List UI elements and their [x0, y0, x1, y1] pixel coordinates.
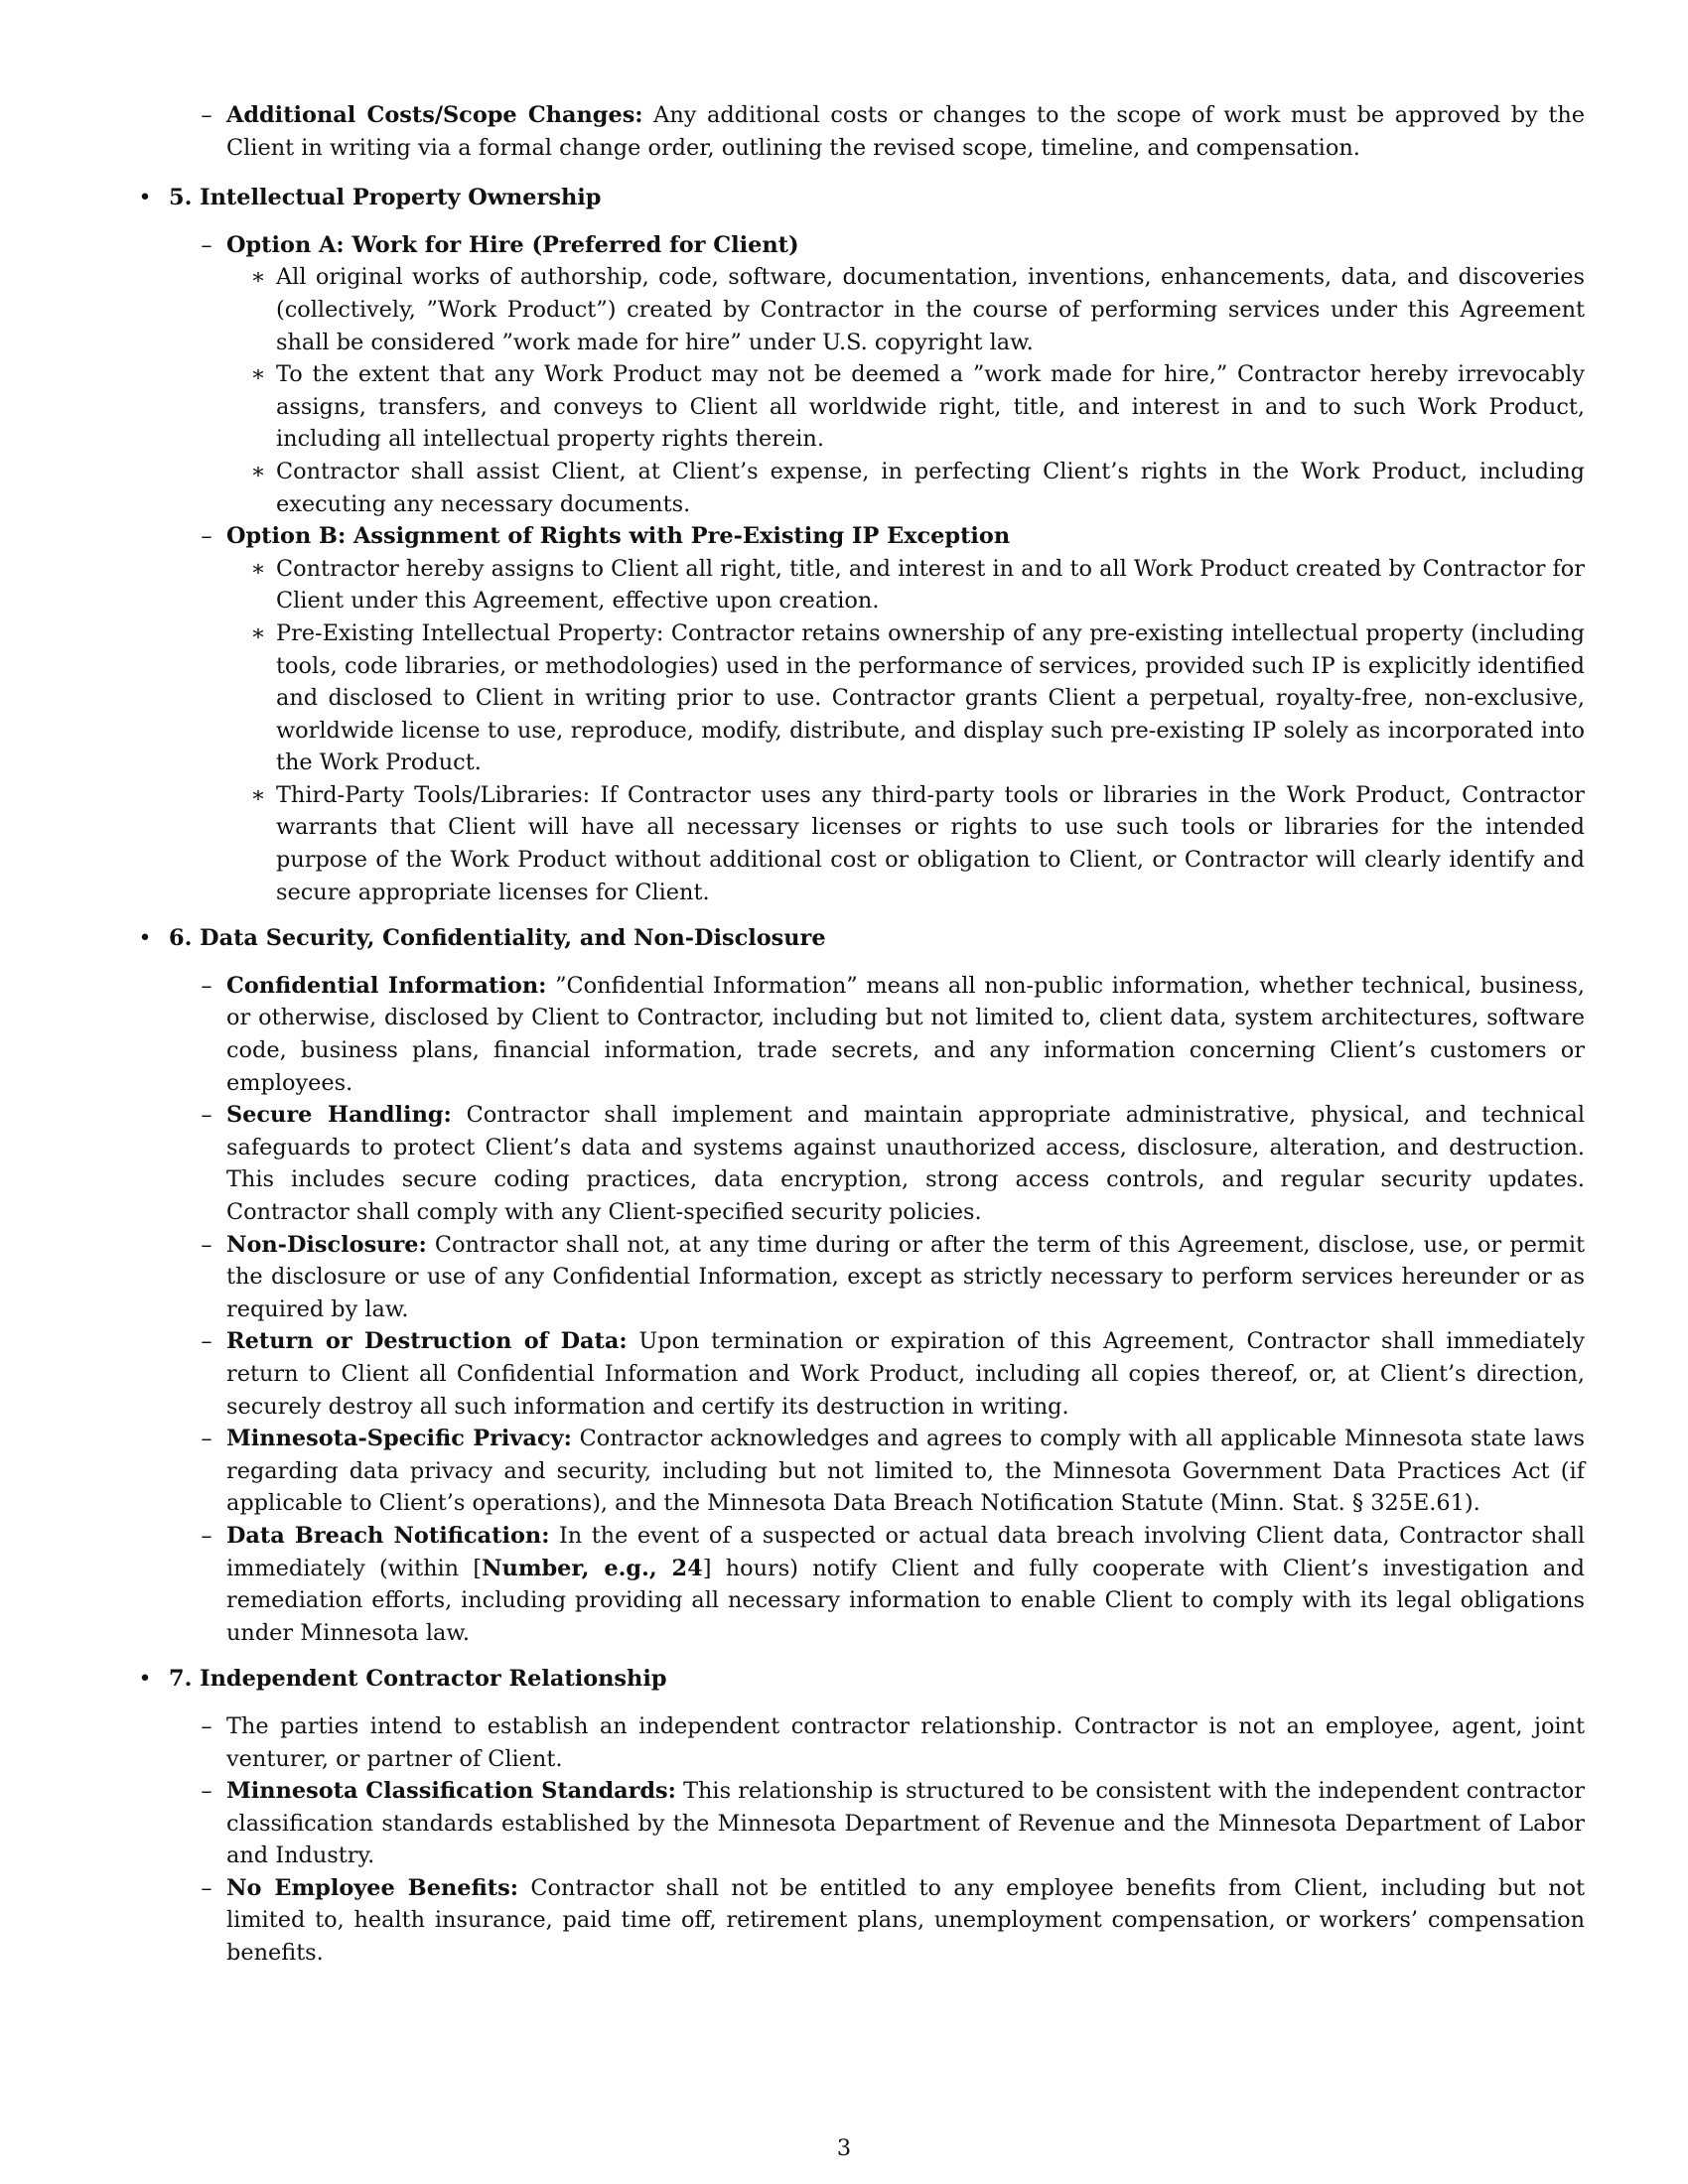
item-text: Contractor acknowledges and agrees to comply with all applicable Minnesota state laws regarding data privacy and security, including but not limited to, the Minnesota Government Data Practices Act (if applicable to Client’s operations), and the Minnesota Data Breach Notification Statute (Minn. Stat. § 325E.61). — [226, 1426, 1585, 1517]
list-item — [248, 553, 1585, 617]
option-b — [195, 520, 1585, 908]
bullet-icon: • — [138, 185, 152, 211]
dash-bullet-icon: – — [201, 102, 212, 128]
item-text: This relationship is structured to be consistent with the independent contractor classification standards established by the Minnesota Department of Revenue and the Minnesota Department of Labor and Industry. — [226, 1778, 1585, 1869]
asterisk-bullet-icon: ∗ — [250, 264, 266, 291]
dash-bullet-icon: – — [201, 523, 212, 550]
list-item — [195, 1872, 1585, 1970]
item-label: Minnesota Classification Standards: — [226, 1778, 676, 1805]
item-label: Return or Destruction of Data: — [226, 1328, 628, 1355]
item-text: Any additional costs or changes to the scope of work must be approved by the Client in writing via a formal change order, outlining the revised scope, timeline, and compensation. — [226, 102, 1585, 161]
dash-bullet-icon: – — [201, 1328, 212, 1355]
item-text: The parties intend to establish an independent contractor relationship. Contractor is not an employee, agent, joint venturer, or partner of Client. — [226, 1712, 1585, 1772]
item-label: Minnesota-Specific Privacy: — [226, 1426, 572, 1452]
dash-bullet-icon: – — [201, 231, 212, 258]
item-text: To the extent that any Work Product may not be deemed a ”work made for hire,” Contractor hereby irrevocably assigns, transfers, and conveys to Client all worldwide right, title, and interest in and to such Work Product, including all intellectual property rights therein. — [276, 361, 1585, 453]
list-item — [248, 358, 1585, 456]
item-text: In the event of a suspected or actual data breach involving Client data, Contractor shall immediately (within [ — [226, 1522, 1585, 1581]
asterisk-bullet-icon: ∗ — [250, 619, 266, 646]
list-item — [248, 617, 1585, 779]
dash-bullet-icon: – — [201, 1712, 212, 1739]
dash-bullet-icon: – — [201, 1426, 212, 1452]
item-text: ] hours) notify Client and fully cooperate with Client’s investigation and remediation efforts, including providing all necessary information to enable Client to comply with its legal obligations under Minnesota law. — [226, 1555, 1586, 1646]
item-text: Upon termination or expiration of this Agreement, Contractor shall immediately return to Client all Confidential Information and Work Product, including all copies thereof, or, at Client’s direction, securely destroy all such information and certify its destruction in writing. — [226, 1328, 1585, 1420]
dash-bullet-icon: – — [201, 1874, 212, 1901]
item-label: Secure Handling: — [226, 1102, 452, 1129]
list-item — [248, 261, 1585, 358]
list-item — [195, 99, 1585, 164]
item-text: Contractor shall implement and maintain appropriate administrative, physical, and technical safeguards to protect Client’s data and systems against unauthorized access, disclosure, alteration, and destruction. This includes secure coding practices, data encryption, strong access controls, and regular security updates. Contractor shall comply with any Client-specified security policies. — [226, 1102, 1585, 1225]
dash-bullet-icon: – — [201, 1231, 212, 1258]
section-7 — [135, 1663, 1585, 1969]
option-heading: Option B: Assignment of Rights with Pre-Existing IP Exception — [226, 523, 1011, 550]
list-item — [195, 1423, 1585, 1520]
placeholder-field: Number, e.g., 24 — [482, 1555, 703, 1581]
option-heading: Option A: Work for Hire (Preferred for Client) — [226, 231, 799, 258]
dash-bullet-icon: – — [201, 1778, 212, 1805]
dash-bullet-icon: – — [201, 1102, 212, 1129]
section-6 — [135, 922, 1585, 1649]
continued-list — [195, 99, 1585, 164]
option-b-items — [248, 553, 1585, 909]
item-label: Confidential Information: — [226, 972, 547, 999]
section-7-items — [195, 1710, 1585, 1970]
section-6-items — [195, 970, 1585, 1649]
asterisk-bullet-icon: ∗ — [250, 555, 266, 582]
bullet-icon: • — [138, 925, 152, 952]
item-label: Additional Costs/Scope Changes: — [226, 102, 643, 128]
item-text: Third-Party Tools/Libraries: If Contractor uses any third-party tools or libraries in the Work Product, Contractor warrants that Client will have all necessary licenses or rights to use such tools or libraries for the intended purpose of the Work Product without additional cost or obligation to Client, or Contractor will clearly identify and secure appropriate licenses for Client. — [276, 781, 1585, 905]
section-heading: 6. Data Security, Confidentiality, and Non-Disclosure — [169, 925, 826, 952]
item-label: No Employee Benefits: — [226, 1874, 518, 1901]
list-item — [195, 1520, 1585, 1649]
list-item — [195, 1710, 1585, 1775]
asterisk-bullet-icon: ∗ — [250, 361, 266, 388]
document-body — [135, 99, 1585, 1983]
list-item — [195, 1775, 1585, 1872]
section-5 — [135, 182, 1585, 908]
asterisk-bullet-icon: ∗ — [250, 458, 266, 484]
list-item — [248, 779, 1585, 908]
option-a — [195, 229, 1585, 520]
item-label: Non-Disclosure: — [226, 1231, 427, 1258]
section-heading: 7. Independent Contractor Relationship — [169, 1666, 667, 1693]
item-text: ”Confidential Information” means all non-public information, whether technical, business, or otherwise, disclosed by Client to Contractor, including but not limited to, client data, system architectures, software code, business plans, financial information, trade secrets, and any information concerning Client’s customers or employees. — [226, 972, 1585, 1096]
item-text: Contractor shall not be entitled to any employee benefits from Client, including but not limited to, health insurance, paid time off, retirement plans, unemployment compensation, or workers’ compensation benefits. — [226, 1874, 1585, 1967]
list-item — [195, 1099, 1585, 1228]
section-list — [135, 182, 1585, 1969]
list-item — [195, 970, 1585, 1099]
item-text: All original works of authorship, code, software, documentation, inventions, enhancements, data, and discoveries (collectively, ”Work Product”) created by Contractor in the course of performing services under this Agreement shall be considered ”work made for hire” under U.S. copyright law. — [276, 264, 1585, 355]
list-item — [195, 1325, 1585, 1423]
list-item — [248, 456, 1585, 520]
item-label: Data Breach Notification: — [226, 1522, 550, 1549]
list-item — [195, 1229, 1585, 1326]
item-text: Contractor shall not, at any time during or after the term of this Agreement, disclose, use, or permit the disclosure or use of any Confidential Information, except as strictly necessary to perform services hereunder or as required by law. — [226, 1231, 1585, 1322]
item-text: Contractor shall assist Client, at Client’s expense, in perfecting Client’s rights in the Work Product, including executing any necessary documents. — [276, 458, 1585, 517]
item-text: Contractor hereby assigns to Client all right, title, and interest in and to all Work Product created by Contractor for Client under this Agreement, effective upon creation. — [276, 555, 1585, 614]
section-heading: 5. Intellectual Property Ownership — [169, 185, 602, 211]
dash-bullet-icon: – — [201, 1522, 212, 1549]
item-text: Pre-Existing Intellectual Property: Contractor retains ownership of any pre-existing intellectual property (including tools, code libraries, or methodologies) used in the performance of services, provided such IP is explicitly identified and disclosed to Client in writing prior to use. Contractor grants Client a perpetual, royalty-free, non-exclusive, worldwide license to use, reproduce, modify, distribute, and display such pre-existing IP solely as incorporated into the Work Product. — [276, 619, 1585, 776]
asterisk-bullet-icon: ∗ — [250, 781, 266, 808]
page-number: 3 — [836, 2135, 852, 2161]
section-5-options — [195, 229, 1585, 908]
dash-bullet-icon: – — [201, 972, 212, 999]
option-a-items — [248, 261, 1585, 520]
bullet-icon: • — [138, 1666, 152, 1693]
